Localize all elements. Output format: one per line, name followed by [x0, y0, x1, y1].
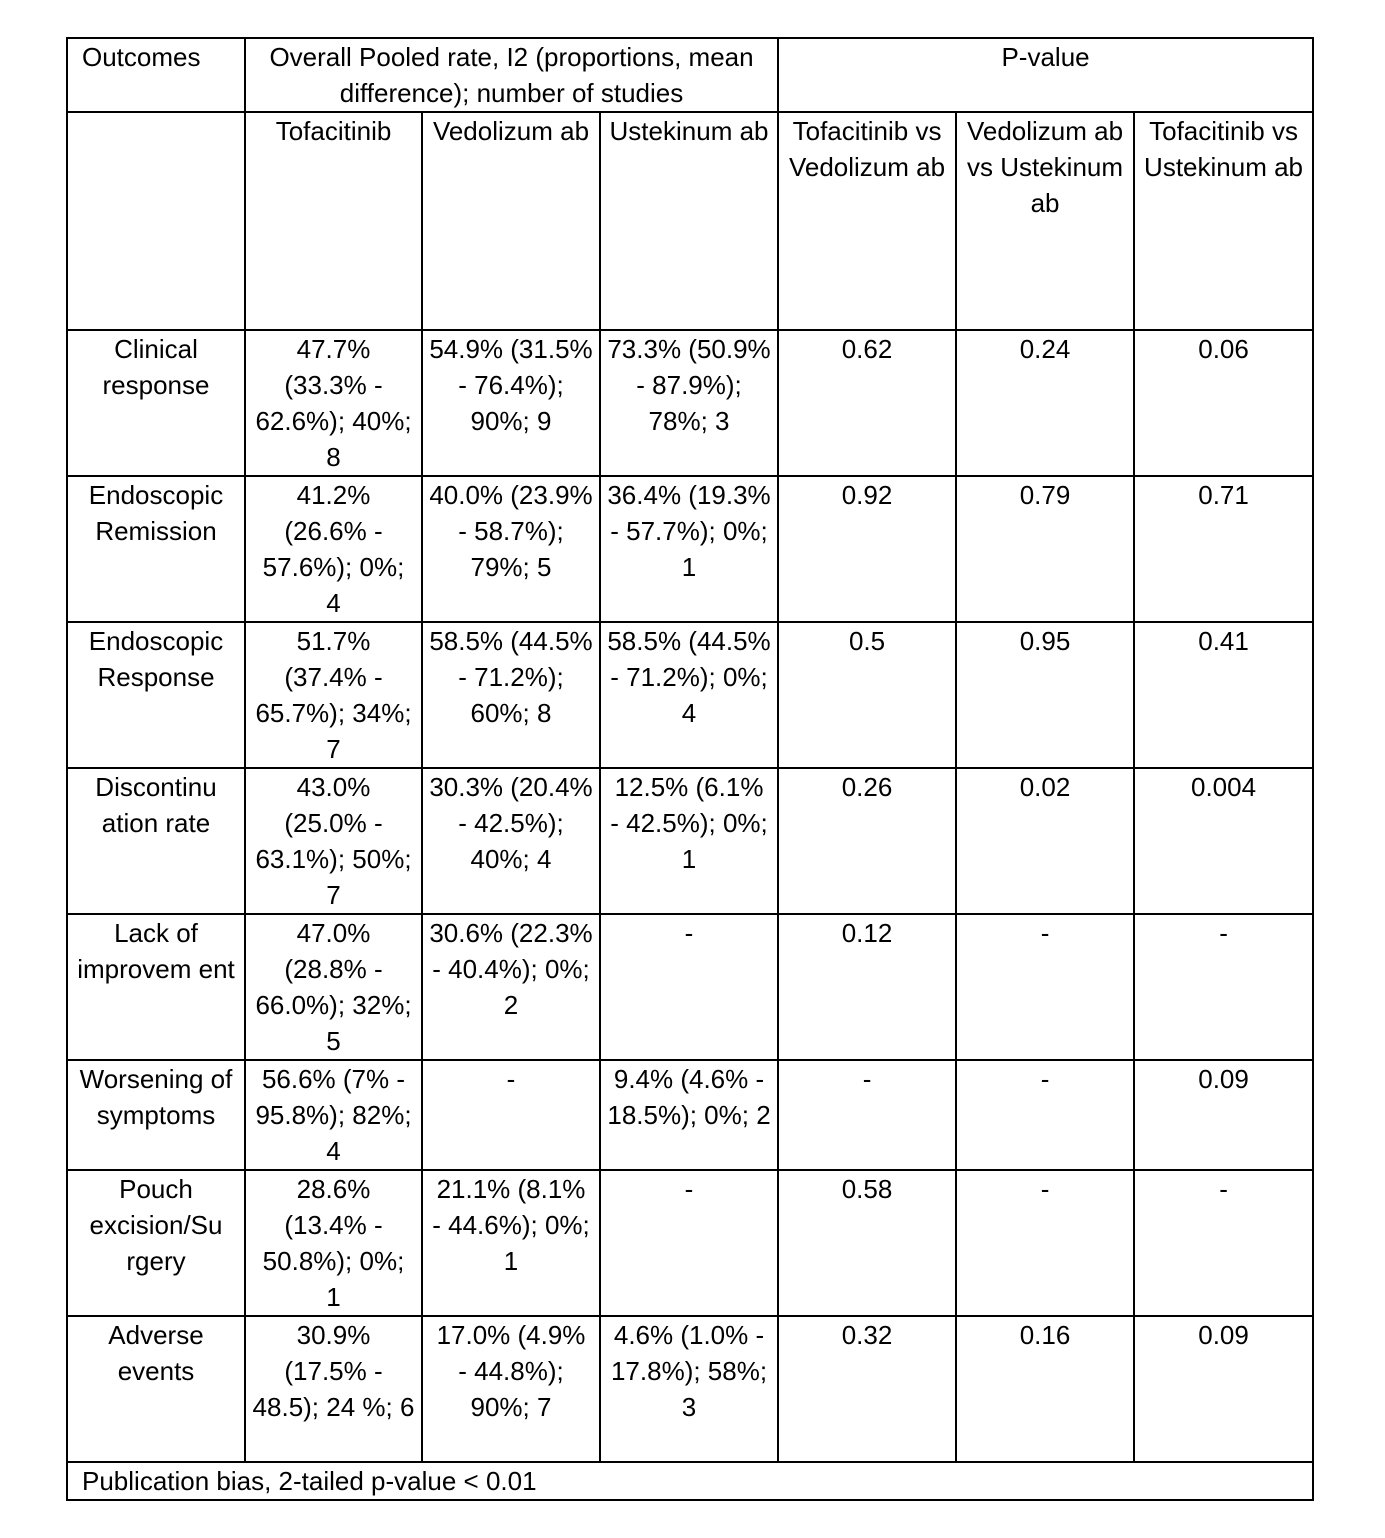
p-tofa-uste-cell: 0.09: [1134, 1060, 1313, 1170]
vedolizumab-cell: 58.5% (44.5% - 71.2%); 60%; 8: [422, 622, 600, 768]
table-row: [67, 1170, 1313, 1316]
vedolizumab-cell: 30.3% (20.4% - 42.5%); 40%; 4: [422, 768, 600, 914]
p-tofa-uste-cell: 0.004: [1134, 768, 1313, 914]
p-vedo-uste-cell: 0.02: [956, 768, 1134, 914]
p-tofa-vedo-cell: 0.58: [778, 1170, 956, 1316]
tofacitinib-cell: 41.2% (26.6% - 57.6%); 0%; 4: [245, 476, 422, 622]
ustekinumab-cell: 4.6% (1.0% - 17.8%); 58%; 3: [600, 1316, 778, 1462]
header-outcomes: Outcomes: [67, 38, 245, 112]
ustekinumab-cell: 36.4% (19.3% - 57.7%); 0%; 1: [600, 476, 778, 622]
tofacitinib-cell: 30.9% (17.5% - 48.5); 24 %; 6: [245, 1316, 422, 1462]
header-pooled-rate: Overall Pooled rate, I2 (proportions, mean difference); number of studies: [245, 38, 778, 112]
vedolizumab-cell: 21.1% (8.1% - 44.6%); 0%; 1: [422, 1170, 600, 1316]
p-tofa-vedo-cell: 0.26: [778, 768, 956, 914]
ustekinumab-cell: 73.3% (50.9% - 87.9%); 78%; 3: [600, 330, 778, 476]
ustekinumab-cell: 9.4% (4.6% - 18.5%); 0%; 2: [600, 1060, 778, 1170]
tofacitinib-cell: 43.0% (25.0% - 63.1%); 50%; 7: [245, 768, 422, 914]
p-vedo-uste-cell: 0.95: [956, 622, 1134, 768]
subheader-tofacitinib: Tofacitinib: [245, 112, 422, 330]
subheader-row: [67, 112, 1313, 330]
ustekinumab-cell: -: [600, 914, 778, 1060]
p-tofa-vedo-cell: 0.92: [778, 476, 956, 622]
tofacitinib-cell: 56.6% (7% - 95.8%); 82%; 4: [245, 1060, 422, 1170]
tofacitinib-cell: 51.7% (37.4% - 65.7%); 34%; 7: [245, 622, 422, 768]
p-tofa-vedo-cell: 0.12: [778, 914, 956, 1060]
p-vedo-uste-cell: 0.79: [956, 476, 1134, 622]
footnote-row: [67, 1462, 1313, 1500]
outcome-cell: Pouch excision/Su rgery: [67, 1170, 245, 1316]
vedolizumab-cell: 54.9% (31.5% - 76.4%); 90%; 9: [422, 330, 600, 476]
subheader-empty: [67, 112, 245, 330]
p-vedo-uste-cell: -: [956, 1170, 1134, 1316]
subheader-ustekinumab: Ustekinum ab: [600, 112, 778, 330]
outcome-cell: Worsening of symptoms: [67, 1060, 245, 1170]
tofacitinib-cell: 47.7% (33.3% - 62.6%); 40%; 8: [245, 330, 422, 476]
ustekinumab-cell: 12.5% (6.1% - 42.5%); 0%; 1: [600, 768, 778, 914]
outcome-cell: Adverse events: [67, 1316, 245, 1462]
table-row: [67, 1316, 1313, 1462]
header-p-value: P-value: [778, 38, 1313, 112]
footnote: Publication bias, 2-tailed p-value < 0.01: [67, 1462, 1313, 1500]
p-tofa-uste-cell: 0.71: [1134, 476, 1313, 622]
vedolizumab-cell: 30.6% (22.3% - 40.4%); 0%; 2: [422, 914, 600, 1060]
p-tofa-vedo-cell: 0.5: [778, 622, 956, 768]
p-tofa-vedo-cell: 0.62: [778, 330, 956, 476]
outcome-cell: Endoscopic Response: [67, 622, 245, 768]
vedolizumab-cell: 17.0% (4.9% - 44.8%); 90%; 7: [422, 1316, 600, 1462]
p-vedo-uste-cell: -: [956, 914, 1134, 1060]
p-tofa-uste-cell: -: [1134, 1170, 1313, 1316]
ustekinumab-cell: -: [600, 1170, 778, 1316]
p-tofa-uste-cell: -: [1134, 914, 1313, 1060]
p-vedo-uste-cell: -: [956, 1060, 1134, 1170]
subheader-vedolizumab: Vedolizum ab: [422, 112, 600, 330]
subheader-tofa-vs-uste: Tofacitinib vs Ustekinum ab: [1134, 112, 1313, 330]
p-tofa-uste-cell: 0.09: [1134, 1316, 1313, 1462]
table-row: [67, 330, 1313, 476]
p-tofa-vedo-cell: 0.32: [778, 1316, 956, 1462]
p-vedo-uste-cell: 0.16: [956, 1316, 1134, 1462]
vedolizumab-cell: -: [422, 1060, 600, 1170]
subheader-tofa-vs-vedo: Tofacitinib vs Vedolizum ab: [778, 112, 956, 330]
outcome-cell: Lack of improvem ent: [67, 914, 245, 1060]
tofacitinib-cell: 28.6% (13.4% - 50.8%); 0%; 1: [245, 1170, 422, 1316]
header-row: [67, 38, 1313, 112]
ustekinumab-cell: 58.5% (44.5% - 71.2%); 0%; 4: [600, 622, 778, 768]
table-row: [67, 1060, 1313, 1170]
p-tofa-vedo-cell: -: [778, 1060, 956, 1170]
outcome-cell: Endoscopic Remission: [67, 476, 245, 622]
outcome-cell: Discontinu ation rate: [67, 768, 245, 914]
results-table: [66, 37, 1314, 1501]
outcome-cell: Clinical response: [67, 330, 245, 476]
table-row: [67, 768, 1313, 914]
p-tofa-uste-cell: 0.41: [1134, 622, 1313, 768]
vedolizumab-cell: 40.0% (23.9% - 58.7%); 79%; 5: [422, 476, 600, 622]
table-row: [67, 914, 1313, 1060]
subheader-vedo-vs-uste: Vedolizum ab vs Ustekinum ab: [956, 112, 1134, 330]
table-row: [67, 622, 1313, 768]
table-row: [67, 476, 1313, 622]
tofacitinib-cell: 47.0% (28.8% - 66.0%); 32%; 5: [245, 914, 422, 1060]
p-vedo-uste-cell: 0.24: [956, 330, 1134, 476]
p-tofa-uste-cell: 0.06: [1134, 330, 1313, 476]
